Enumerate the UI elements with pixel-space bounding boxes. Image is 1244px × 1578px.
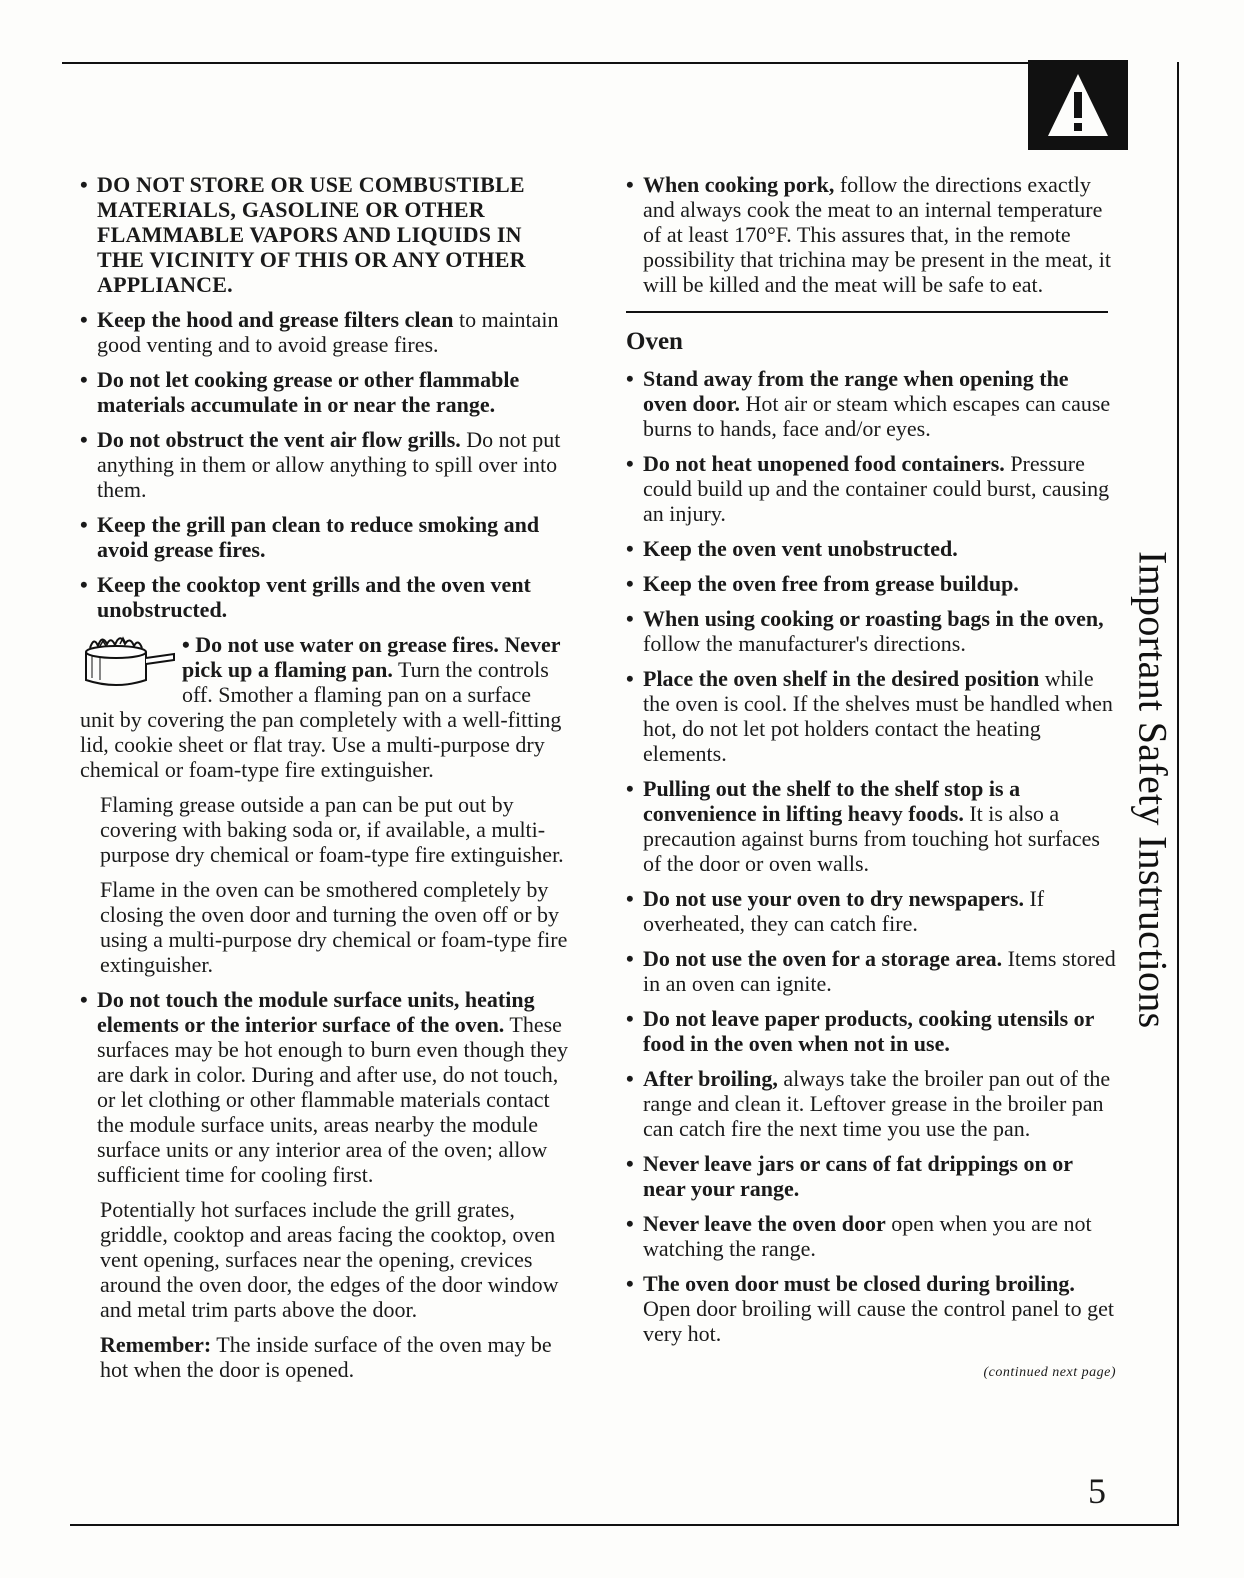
safety-item: • Place the oven shelf in the desired position while the oven is cool. If the shelves must be handled when hot, do not let pot holders contact the heating elements. <box>626 666 1116 766</box>
safety-item: • Keep the grill pan clean to reduce smoking and avoid grease fires. <box>80 512 570 562</box>
warning-badge <box>1028 60 1128 150</box>
safety-item: • Keep the oven vent unobstructed. <box>626 536 1116 561</box>
grease-fire-item: • Do not use water on grease fires. Never pick up a flaming pan. Turn the controls off. Smother a flaming pan on a surface unit by covering the pan completely with a well-fitting lid, cookie sheet or flat tray. Use a multi-purpose dry chemical or foam-type fire extinguisher. <box>80 632 562 782</box>
safety-item: • Keep the cooktop vent grills and the oven vent unobstructed. <box>80 572 570 622</box>
safety-item: • DO NOT STORE OR USE COMBUSTIBLE MATERIALS, GASOLINE OR OTHER FLAMMABLE VAPORS AND LIQUIDS IN THE VICINITY OF THIS OR ANY OTHER APPLIANCE. <box>80 172 570 297</box>
safety-item: • Do not obstruct the vent air flow grills. Do not put anything in them or allow anything to spill over into them. <box>80 427 570 502</box>
fire-paragraph: Flame in the oven can be smothered completely by closing the oven door and turning the oven off or by using a multi-purpose dry chemical or foam-type fire extinguisher. <box>100 877 568 977</box>
safety-item: • Do not touch the module surface units, heating elements or the interior surface of the oven. These surfaces may be hot enough to burn even though they are dark in color. During and after use, do not touch, or let clothing or other flammable materials contact the module surface units, areas nearby the module surface units or any interior area of the oven; allow sufficient time for cooling first. <box>80 987 570 1187</box>
safety-item: • Never leave the oven door open when you are not watching the range. <box>626 1211 1116 1261</box>
fire-paragraph: Flaming grease outside a pan can be put out by covering with baking soda or, if available, a multi-purpose dry chemical or foam-type fire extinguisher. <box>100 792 564 867</box>
safety-item: • Never leave jars or cans of fat drippings on or near your range. <box>626 1151 1116 1201</box>
bottom-rule <box>70 1524 1178 1526</box>
safety-item: • After broiling, always take the broiler pan out of the range and clean it. Leftover grease in the broiler pan can catch fire the next time you use the pan. <box>626 1066 1116 1141</box>
safety-item: • Keep the oven free from grease buildup. <box>626 571 1116 596</box>
hot-surfaces-paragraph: Potentially hot surfaces include the grill grates, griddle, cooktop and areas facing the cooktop, oven vent opening, surfaces near the opening, crevices around the oven door, the edges of the door window and metal trim parts above the door. <box>100 1197 559 1322</box>
warning-triangle-icon <box>1044 70 1112 140</box>
safety-item: • Keep the hood and grease filters clean to maintain good venting and to avoid grease fires. <box>80 307 570 357</box>
section-divider <box>626 311 1108 313</box>
top-rule <box>62 62 1128 64</box>
remember-note: Remember: The inside surface of the oven may be hot when the door is opened. <box>100 1332 552 1382</box>
safety-item: • Pulling out the shelf to the shelf stop is a convenience in lifting heavy foods. It is also a precaution against burns from touching hot surfaces of the door or oven walls. <box>626 776 1116 876</box>
flaming-pan-icon <box>80 632 176 690</box>
continued-note: (continued next page) <box>983 1365 1116 1380</box>
left-column <box>80 172 570 1392</box>
safety-item: • When cooking pork, follow the directions exactly and always cook the meat to an internal temperature of at least 170°F. This assures that, in the remote possibility that trichina may be present in the meat, it will be killed and the meat will be safe to eat. <box>626 172 1116 297</box>
oven-heading: Oven <box>626 328 683 355</box>
safety-item: • Do not use the oven for a storage area. Items stored in an oven can ignite. <box>626 946 1116 996</box>
safety-item: • Do not leave paper products, cooking utensils or food in the oven when not in use. <box>626 1006 1116 1056</box>
safety-item: • The oven door must be closed during broiling. Open door broiling will cause the control panel to get very hot. <box>626 1271 1116 1346</box>
section-side-title: Important Safety Instructions <box>1130 551 1176 1029</box>
right-column <box>626 172 1116 1385</box>
safety-item: • Do not use your oven to dry newspapers. If overheated, they can catch fire. <box>626 886 1116 936</box>
safety-item: • Do not let cooking grease or other flammable materials accumulate in or near the range. <box>80 367 570 417</box>
safety-item: • When using cooking or roasting bags in the oven, follow the manufacturer's directions. <box>626 606 1116 656</box>
safety-item: • Do not heat unopened food containers. Pressure could build up and the container could burst, causing an injury. <box>626 451 1116 526</box>
page-number: 5 <box>1088 1471 1106 1511</box>
safety-item: • Stand away from the range when opening the oven door. Hot air or steam which escapes can cause burns to hands, face and/or eyes. <box>626 366 1116 441</box>
